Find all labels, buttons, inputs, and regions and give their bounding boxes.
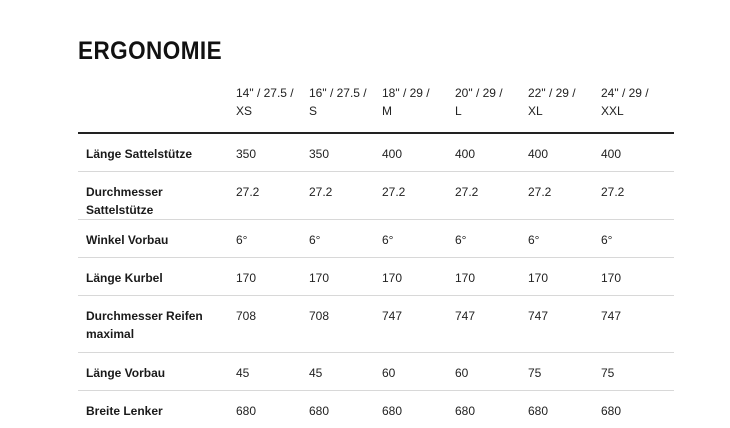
table-row [78,220,674,258]
table-row [78,172,674,220]
size-code: L [455,102,528,120]
table-cell: 27.2 [528,172,601,220]
table-cell: 6° [382,220,455,258]
size-code: S [309,102,382,120]
table-row [78,258,674,296]
table-cell: 680 [382,391,455,428]
table-cell: 75 [528,353,601,391]
section-title: ERGONOMIE [78,37,222,66]
row-label: Länge Sattelstütze [78,133,236,172]
table-cell: 27.2 [236,172,309,220]
table-cell: 170 [309,258,382,296]
table-cell: 747 [528,296,601,353]
size-code: XS [236,102,309,120]
table-row [78,353,674,391]
ergonomics-table [78,80,674,428]
table-row [78,296,674,353]
table-cell: 6° [455,220,528,258]
row-label: Breite Lenker [78,391,236,428]
table-cell: 747 [382,296,455,353]
table-cell: 170 [236,258,309,296]
table-cell: 60 [455,353,528,391]
table-cell: 45 [309,353,382,391]
row-label: Länge Kurbel [78,258,236,296]
table-cell: 27.2 [309,172,382,220]
table-row [78,391,674,428]
table-cell: 708 [309,296,382,353]
header-row [78,80,674,133]
table-cell: 170 [455,258,528,296]
row-label: Durchmesser Reifen maximal [78,296,236,353]
table-cell: 6° [601,220,674,258]
table-cell: 680 [236,391,309,428]
size-spec: 14" / 27.5 / [236,84,309,102]
row-label: Länge Vorbau [78,353,236,391]
size-header-s [309,80,382,133]
size-header-xs [236,80,309,133]
table-cell: 400 [601,133,674,172]
table-cell: 708 [236,296,309,353]
table-cell: 350 [309,133,382,172]
table-cell: 680 [528,391,601,428]
table-cell: 747 [601,296,674,353]
table-cell: 170 [382,258,455,296]
table-cell: 400 [455,133,528,172]
size-header-xxl [601,80,674,133]
size-spec: 22" / 29 / [528,84,601,102]
table-cell: 27.2 [455,172,528,220]
table-cell: 6° [236,220,309,258]
table-cell: 747 [455,296,528,353]
size-spec: 24" / 29 / [601,84,674,102]
table-cell: 75 [601,353,674,391]
table-cell: 680 [309,391,382,428]
row-label: Winkel Vorbau [78,220,236,258]
header-corner [78,80,236,133]
table-cell: 350 [236,133,309,172]
size-spec: 20" / 29 / [455,84,528,102]
table-cell: 680 [455,391,528,428]
table-cell: 45 [236,353,309,391]
table-cell: 27.2 [382,172,455,220]
row-label: Durchmesser Sattelstütze [78,172,236,220]
table-cell: 6° [309,220,382,258]
table-cell: 170 [601,258,674,296]
size-header-xl [528,80,601,133]
table-cell: 27.2 [601,172,674,220]
table-row [78,133,674,172]
size-spec: 16" / 27.5 / [309,84,382,102]
size-code: XL [528,102,601,120]
size-code: M [382,102,455,120]
table-cell: 60 [382,353,455,391]
table-cell: 680 [601,391,674,428]
size-header-l [455,80,528,133]
table-cell: 400 [528,133,601,172]
table-cell: 170 [528,258,601,296]
table-cell: 6° [528,220,601,258]
size-code: XXL [601,102,674,120]
size-header-m [382,80,455,133]
table-cell: 400 [382,133,455,172]
size-spec: 18" / 29 / [382,84,455,102]
